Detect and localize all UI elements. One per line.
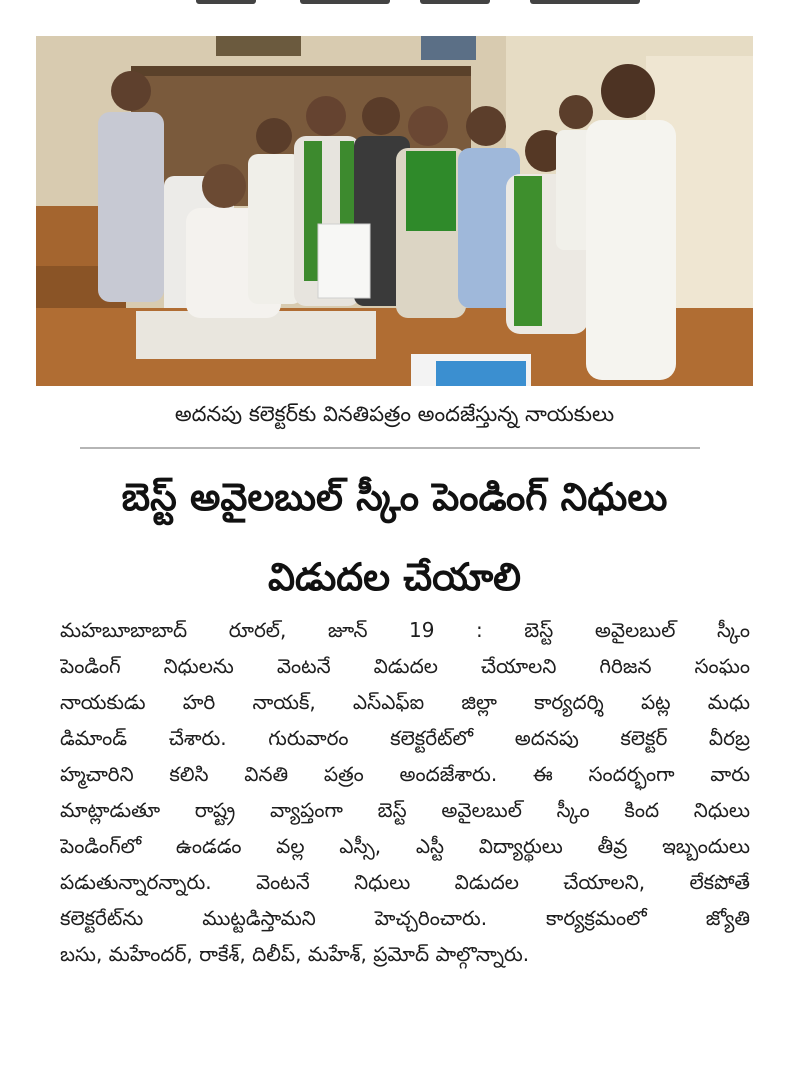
headline-line-2: విడుదల చేయాలి <box>267 555 522 599</box>
article-line: పెండింగ్ నిధులను వెంటనే విడుదల చేయాలని గిరిజన సంఘం <box>60 654 750 678</box>
article-line: డిమాండ్ చేశారు. గురువారం కలెక్టరేట్‌లో అదనపు కలెక్టర్ వీరబ్ర <box>60 726 750 750</box>
divider <box>80 447 700 449</box>
article-line: మాట్లాడుతూ రాష్ట్ర వ్యాప్తంగా బెస్ట్ అవైలబుల్ స్కీం కింద నిధులు <box>60 798 750 822</box>
article-line: హ్మచారిని కలిసి వినతి పత్రం అందజేశారు. ఈ సందర్భంగా వారు <box>60 762 750 786</box>
article-line: కలెక్టరేట్‌ను ముట్టడిస్తామని హెచ్చరించారు. కార్యక్రమంలో జ్యోతి <box>60 906 750 930</box>
photo-caption: అదనపు కలెక్టర్‌కు వినతిపత్రం అందజేస్తున్న నాయకులు <box>174 402 615 426</box>
article-line: మహబూబాబాద్ రూరల్, జూన్ 19 : బెస్ట్ అవైలబుల్ స్కీం <box>60 618 750 642</box>
cropped-previous-text <box>0 0 800 14</box>
article-line: పెండింగ్‌లో ఉండడం వల్ల ఎస్సీ, ఎస్టీ విద్యార్థులు తీవ్ర ఇబ్బందులు <box>60 834 750 858</box>
article-line: పడుతున్నారన్నారు. వెంటనే నిధులు విడుదల చేయాలని, లేకపోతే <box>60 870 750 894</box>
news-photo <box>36 36 753 386</box>
article-line: బసు, మహేందర్, రాకేశ్, దిలీప్, మహేశ్, ప్రమోద్ పాల్గొన్నారు. <box>60 942 530 966</box>
headline-line-1: బెస్ట్ అవైలబుల్ స్కీం పెండింగ్ నిధులు <box>121 475 668 519</box>
article-body <box>60 612 750 1062</box>
article-line: నాయకుడు హరి నాయక్, ఎస్ఎఫ్ఐ జిల్లా కార్యదర్శి పట్ల మధు <box>60 690 750 714</box>
